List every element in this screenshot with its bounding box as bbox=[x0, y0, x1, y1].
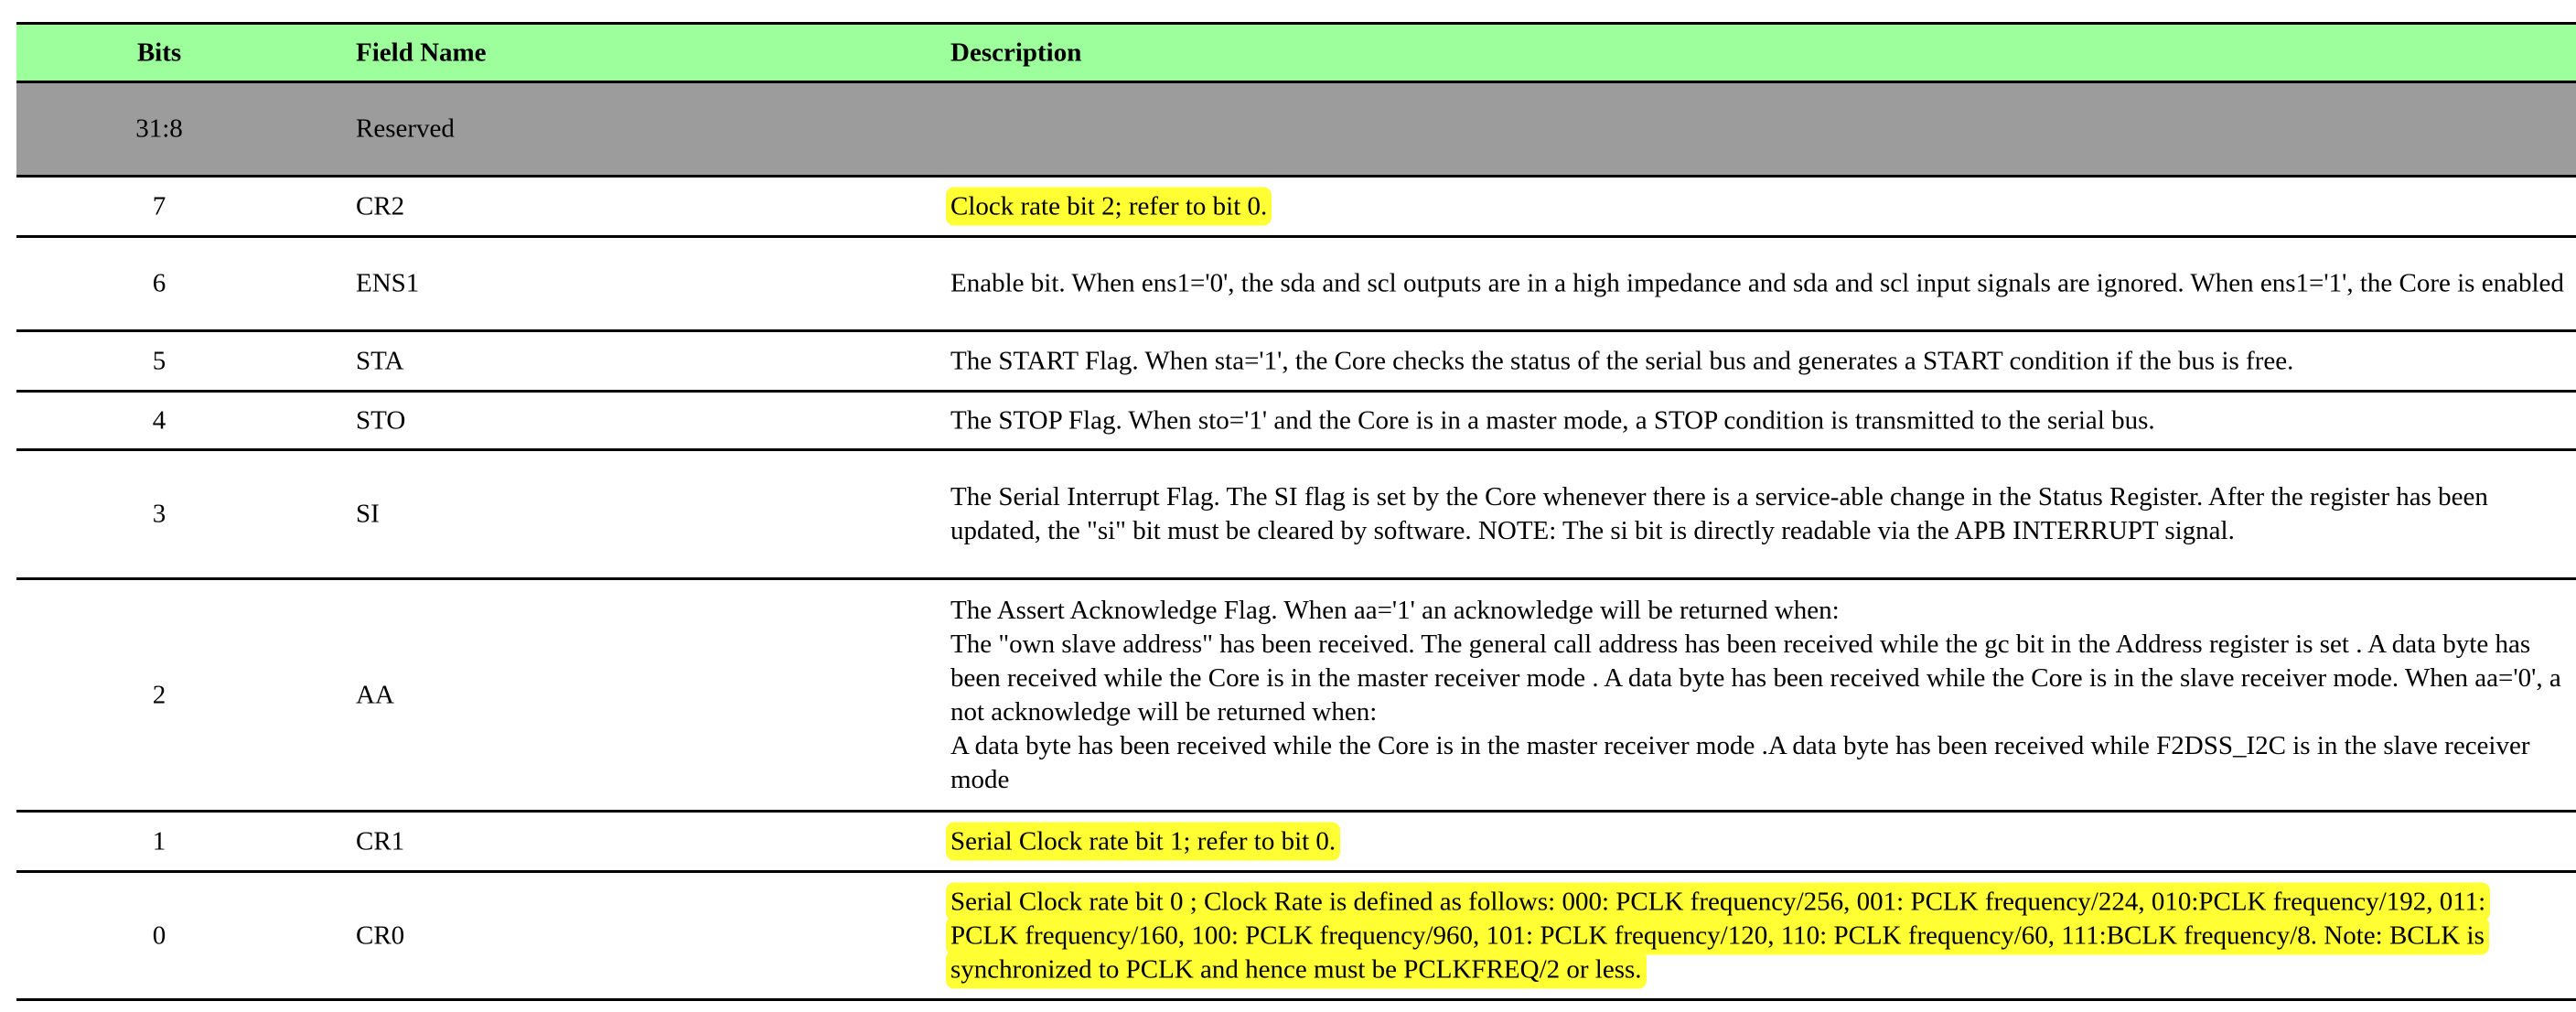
cell-description: The START Flag. When sta='1', the Core checks the status of the serial bus and generates a START condition if the bus is free. bbox=[950, 346, 2294, 375]
cell-field-name: SI bbox=[356, 499, 380, 529]
table-row-bit-4 bbox=[16, 393, 2576, 451]
highlighted-text: Serial Clock rate bit 1; refer to bit 0. bbox=[950, 826, 1336, 856]
description-line: A data byte has been received while the Core is in the master receiver mode .A data byte has been received while F2DSS_I2C is in the slave receiver mode bbox=[950, 730, 2530, 794]
cell-field-name: STO bbox=[356, 405, 406, 435]
cell-field-name: STA bbox=[356, 346, 404, 375]
cell-bits: 1 bbox=[152, 826, 166, 856]
cell-description: The STOP Flag. When sto='1' and the Core is in a master mode, a STOP condition is transmitted to the serial bus. bbox=[950, 405, 2155, 435]
header-description: Description bbox=[950, 38, 1082, 67]
cell-bits: 0 bbox=[152, 920, 166, 950]
cell-bits: 31:8 bbox=[135, 113, 183, 144]
cell-description: The Serial Interrupt Flag. The SI flag is set by the Core whenever there is a service-able change in the Status Register. After the register has been updated, the "si" bit must be cleared by software. NOTE: The si bit is directly readable via the APB INTERRUPT signal. bbox=[950, 482, 2488, 545]
description-line: The Assert Acknowledge Flag. When aa='1' an acknowledge will be returned when: bbox=[950, 595, 1840, 625]
table-row-bits-31-8 bbox=[16, 83, 2576, 178]
table-row-bit-0 bbox=[16, 873, 2576, 1001]
cell-description bbox=[950, 594, 2565, 797]
cell-field-name: CR2 bbox=[356, 191, 405, 221]
description-line: The "own slave address" has been received. The general call address has been received while the gc bit in the Address register is set . A data byte has been received while the Core is in the master receiver mode . A data byte has been received while the Core is in the slave receiver mode. When aa='0', a not acknowledge will be returned when: bbox=[950, 629, 2561, 727]
table-row-bit-3 bbox=[16, 451, 2576, 580]
table-row-bit-1 bbox=[16, 813, 2576, 873]
table-row-bit-6 bbox=[16, 238, 2576, 332]
register-field-table bbox=[16, 22, 2576, 1001]
cell-description bbox=[950, 885, 2487, 986]
table-row-bit-7 bbox=[16, 178, 2576, 238]
cell-bits: 2 bbox=[152, 680, 166, 709]
cell-field-name: CR1 bbox=[356, 826, 405, 856]
cell-field-name: Reserved bbox=[356, 113, 455, 144]
table-row-bit-5 bbox=[16, 332, 2576, 393]
header-bits: Bits bbox=[136, 38, 182, 67]
cell-bits: 6 bbox=[152, 268, 166, 298]
cell-description bbox=[950, 189, 2565, 223]
cell-field-name: AA bbox=[356, 680, 394, 709]
cell-bits: 7 bbox=[152, 191, 166, 221]
highlighted-text: Serial Clock rate bit 0 ; Clock Rate is defined as follows: 000: PCLK frequency/256, 001: PCLK frequency/224, 010:PCLK frequency/192, 011: PCLK frequency/160, 100: PCLK frequency/960, 101: PCLK frequency/120, 110: PCLK frequency/60, 111:BCLK frequency/8. Note: BCLK is synchronized to PCLK and hence must be PCLKFREQ/2 or less. bbox=[950, 887, 2486, 984]
cell-description bbox=[950, 824, 2565, 858]
cell-field-name: ENS1 bbox=[356, 268, 420, 298]
header-field-name: Field Name bbox=[356, 38, 487, 67]
cell-field-name: CR0 bbox=[356, 920, 405, 950]
table-header-row bbox=[16, 25, 2576, 83]
table-row-bit-2 bbox=[16, 580, 2576, 813]
cell-bits: 3 bbox=[152, 499, 166, 529]
cell-bits: 5 bbox=[152, 346, 166, 375]
cell-description: Enable bit. When ens1='0', the sda and scl outputs are in a high impedance and sda and scl input signals are ignored. When ens1='1', the Core is enabled bbox=[950, 268, 2564, 298]
cell-bits: 4 bbox=[152, 405, 166, 435]
highlighted-text: Clock rate bit 2; refer to bit 0. bbox=[950, 191, 1268, 221]
